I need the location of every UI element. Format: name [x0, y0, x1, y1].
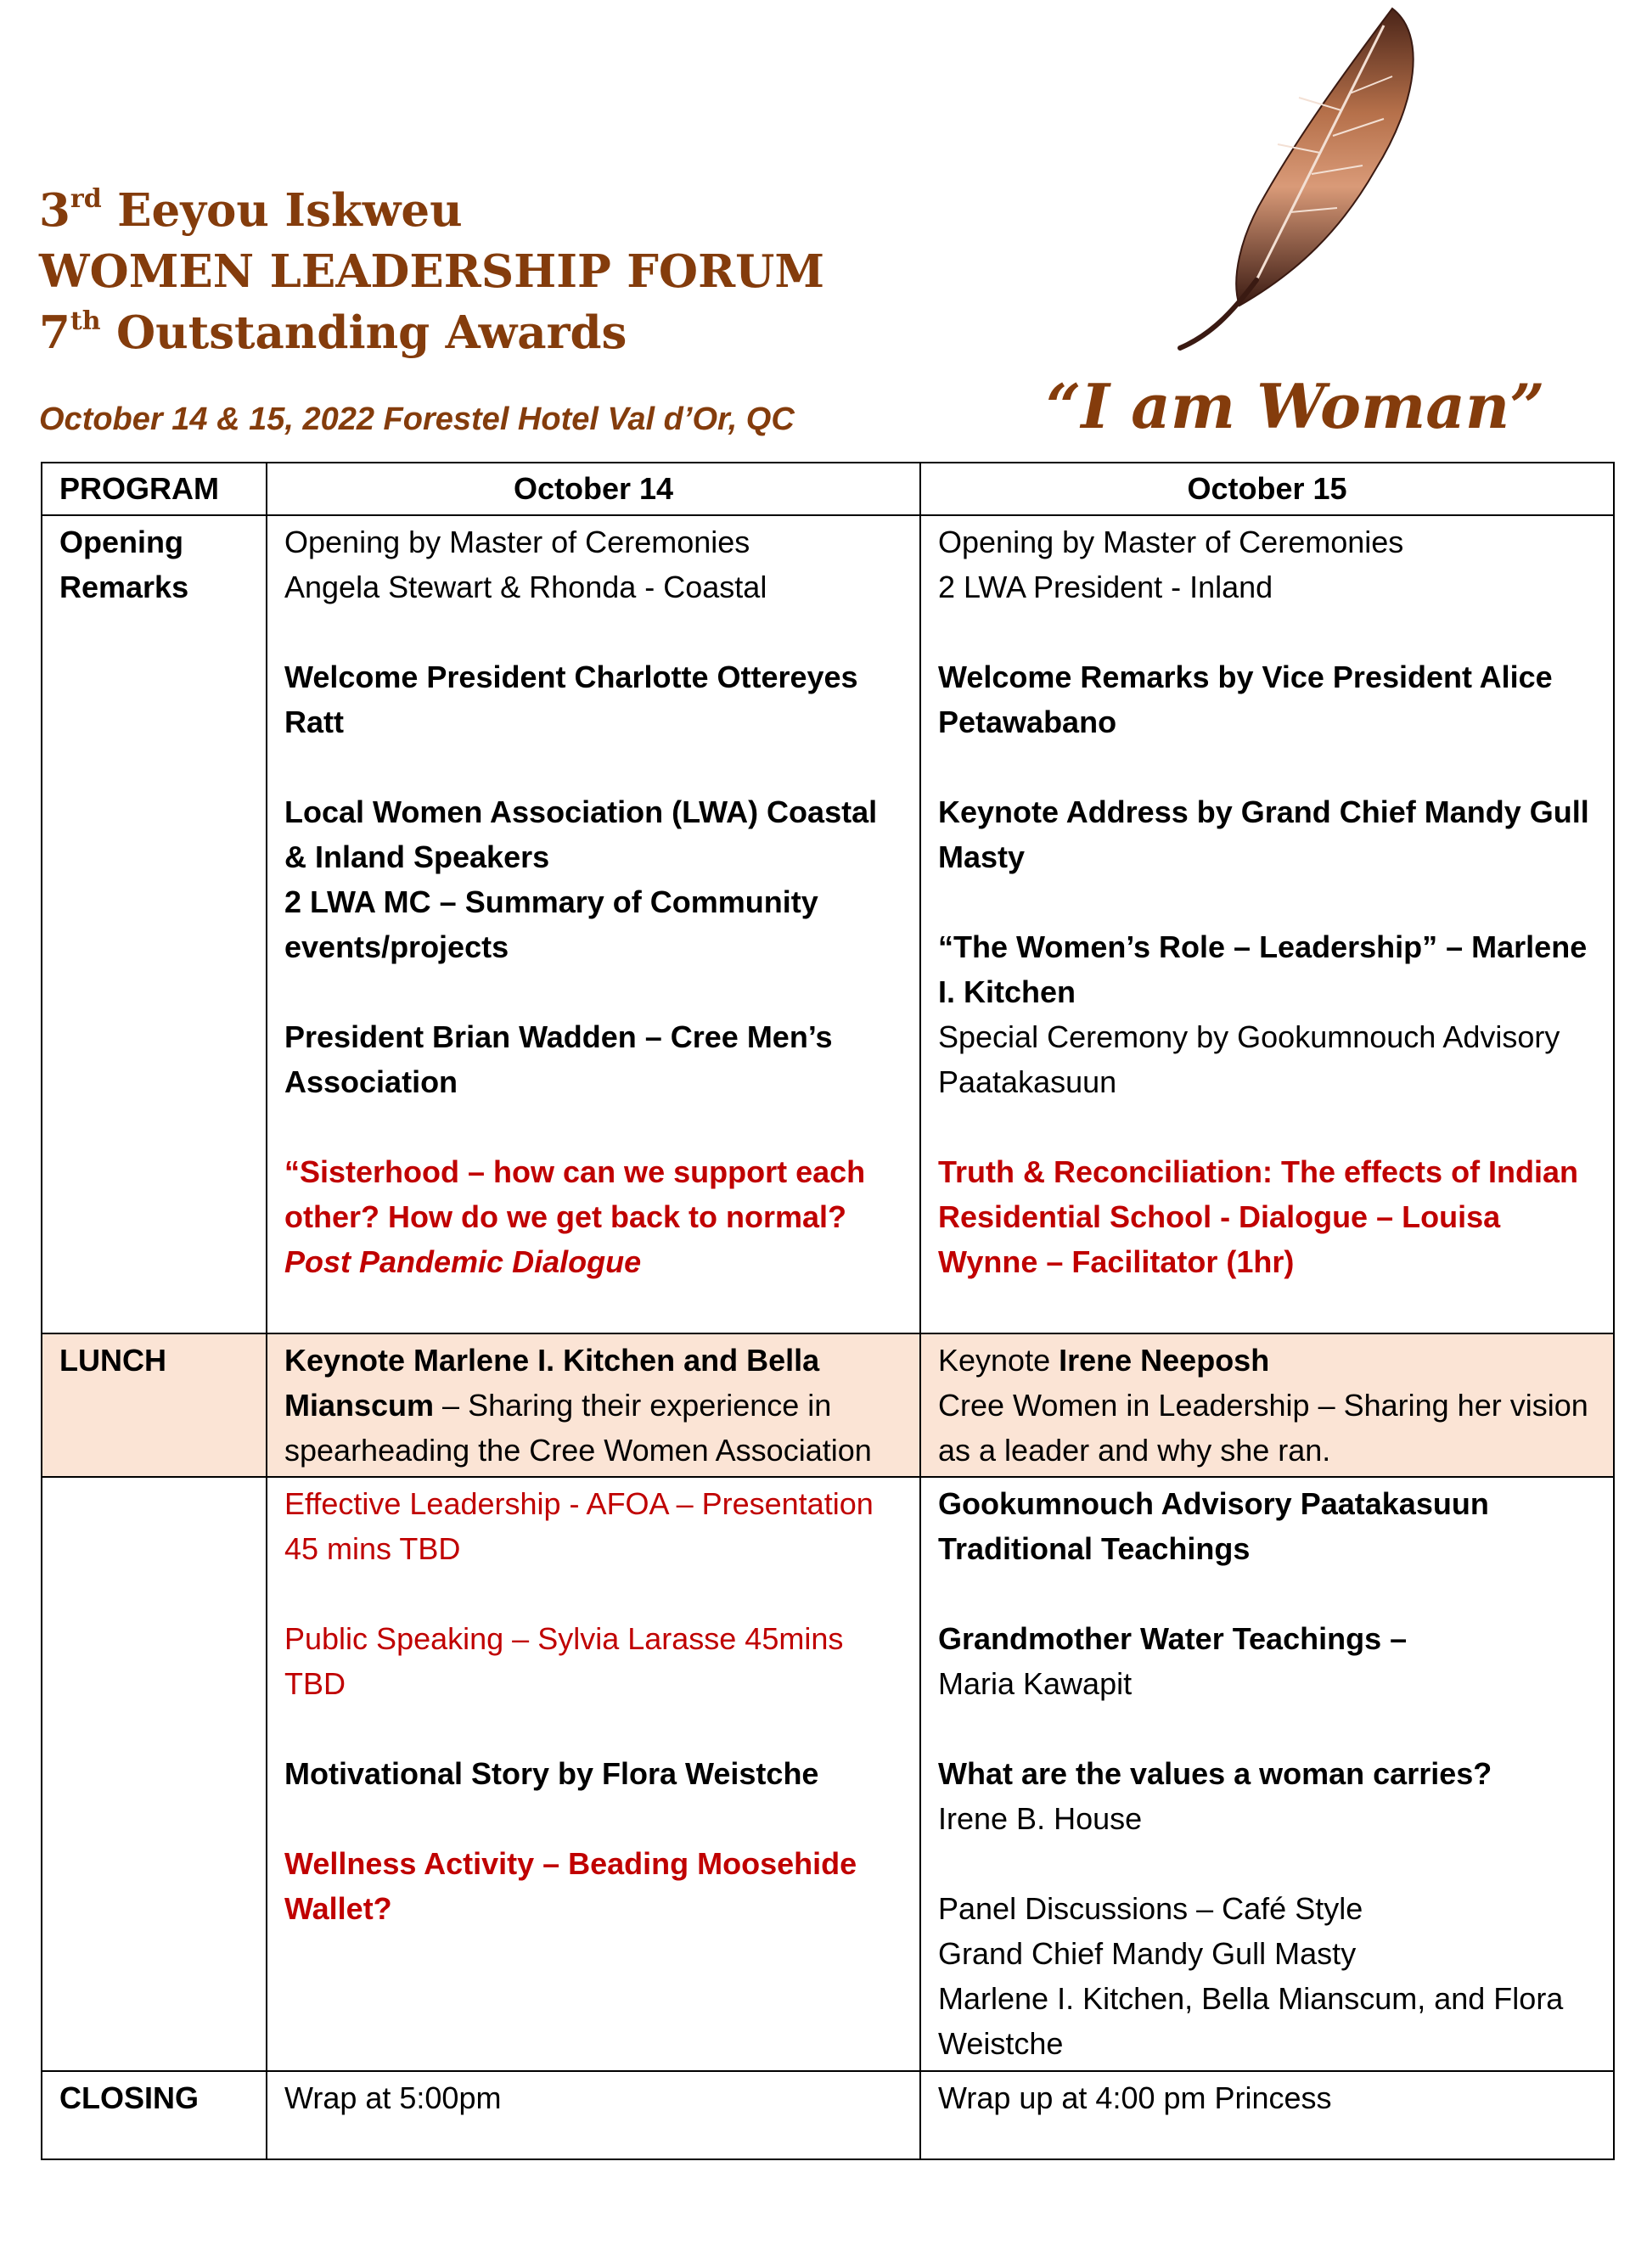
day2-water-name: Maria Kawapit	[938, 1666, 1133, 1701]
day2-truth-reconciliation: Truth & Reconciliation: The effects of Indian Residential School - Dialogue – Louisa Wynne – Facilitator (1hr)	[938, 1154, 1579, 1279]
day2-keynote: Keynote Address by Grand Chief Mandy Gull Masty	[938, 794, 1589, 874]
lunch-day1-desc: – Sharing their experience in spearheading the Cree Women Association	[284, 1388, 872, 1468]
day2-water: Grandmother Water Teachings –	[938, 1621, 1408, 1656]
day1-wellness: Wellness Activity – Beading Moosehide Wallet?	[284, 1846, 857, 1926]
slogan: “I am Woman”	[1046, 370, 1545, 442]
day1-mc-names: Angela Stewart & Rhonda - Coastal	[284, 570, 767, 604]
lunch-day1-cell	[267, 1333, 920, 1477]
opening-row	[42, 515, 1614, 1333]
closing-day2: Wrap up at 4:00 pm Princess	[920, 2071, 1614, 2159]
title-line-3	[39, 302, 824, 363]
lunch-day2-desc: Cree Women in Leadership – Sharing her vision as a leader and why she ran.	[938, 1388, 1588, 1468]
day1-post-pandemic: Post Pandemic Dialogue	[284, 1244, 642, 1279]
day1-lwa-mc: 2 LWA MC – Summary of Community events/projects	[284, 884, 818, 964]
closing-day1: Wrap at 5:00pm	[267, 2071, 920, 2159]
day2-panel-2: Marlene I. Kitchen, Bella Mianscum, and Flora Weistche	[938, 1981, 1564, 2061]
day2-panel-1: Grand Chief Mandy Gull Masty	[938, 1936, 1357, 1971]
lunch-row	[42, 1333, 1614, 1477]
awards-ordinal-suffix: th	[70, 306, 101, 336]
day2-mc-names: 2 LWA President - Inland	[938, 570, 1273, 604]
title-line-2: WOMEN LEADERSHIP FORUM	[39, 245, 825, 298]
day2-gookum: Gookumnouch Advisory Paatakasuun Traditional Teachings	[938, 1486, 1489, 1566]
title-line-1	[39, 180, 824, 241]
lunch-label: LUNCH	[42, 1333, 267, 1477]
day1-welcome: Welcome President Charlotte Ottereyes Ratt	[284, 660, 858, 739]
day1-afoa: Effective Leadership - AFOA – Presentation 45 mins TBD	[284, 1486, 874, 1566]
day2-values: What are the values a woman carries?	[938, 1756, 1492, 1791]
program-table	[41, 462, 1615, 2160]
day1-sisterhood: “Sisterhood – how can we support each other? How do we get back to normal?	[284, 1154, 866, 1234]
day1-mc-title: Opening by Master of Ceremonies	[284, 525, 750, 559]
opening-label: Opening Remarks	[42, 515, 267, 1333]
day1-lwa-speakers: Local Women Association (LWA) Coastal & Inland Speakers	[284, 794, 878, 874]
lunch-day1-keynote: Keynote Marlene I. Kitchen and Bella Mianscum	[284, 1343, 820, 1423]
forum-title	[39, 180, 824, 363]
header-program: PROGRAM	[42, 463, 267, 515]
lunch-day2-prefix: Keynote	[938, 1343, 1060, 1378]
header-day1: October 14	[267, 463, 920, 515]
day1-brian-wadden: President Brian Wadden – Cree Men’s Association	[284, 1019, 833, 1099]
title-ordinal-suffix: rd	[70, 184, 102, 214]
day2-womens-role: “The Women’s Role – Leadership” – Marlene I. Kitchen	[938, 929, 1588, 1009]
day1-public-speaking: Public Speaking – Sylvia Larasse 45mins TBD	[284, 1621, 844, 1701]
feather-icon	[1138, 0, 1452, 356]
afternoon-day2-cell	[920, 1477, 1614, 2071]
date-location: October 14 & 15, 2022 Forestel Hotel Val d’Or, QC	[39, 401, 795, 437]
opening-day2-cell	[920, 515, 1614, 1333]
afternoon-row	[42, 1477, 1614, 2071]
lunch-day2-cell	[920, 1333, 1614, 1477]
afternoon-day1-cell	[267, 1477, 920, 2071]
table-header-row	[42, 463, 1614, 515]
title-ordinal: 3	[39, 184, 70, 237]
day2-welcome: Welcome Remarks by Vice President Alice Petawabano	[938, 660, 1553, 739]
header-day2: October 15	[920, 463, 1614, 515]
awards-ordinal: 7	[39, 306, 70, 359]
closing-row	[42, 2071, 1614, 2159]
day1-motivational: Motivational Story by Flora Weistche	[284, 1756, 819, 1791]
day2-ceremony: Special Ceremony by Gookumnouch Advisory Paatakasuun	[938, 1019, 1560, 1099]
afternoon-label	[42, 1477, 267, 2071]
title-name: Eeyou Iskweu	[101, 184, 463, 237]
awards-name: Outstanding Awards	[100, 306, 627, 359]
closing-label: CLOSING	[42, 2071, 267, 2159]
opening-day1-cell	[267, 515, 920, 1333]
day2-mc-title: Opening by Master of Ceremonies	[938, 525, 1404, 559]
lunch-day2-speaker: Irene Neeposh	[1059, 1343, 1270, 1378]
day2-panel-title: Panel Discussions – Café Style	[938, 1891, 1363, 1926]
day2-values-name: Irene B. House	[938, 1801, 1143, 1836]
